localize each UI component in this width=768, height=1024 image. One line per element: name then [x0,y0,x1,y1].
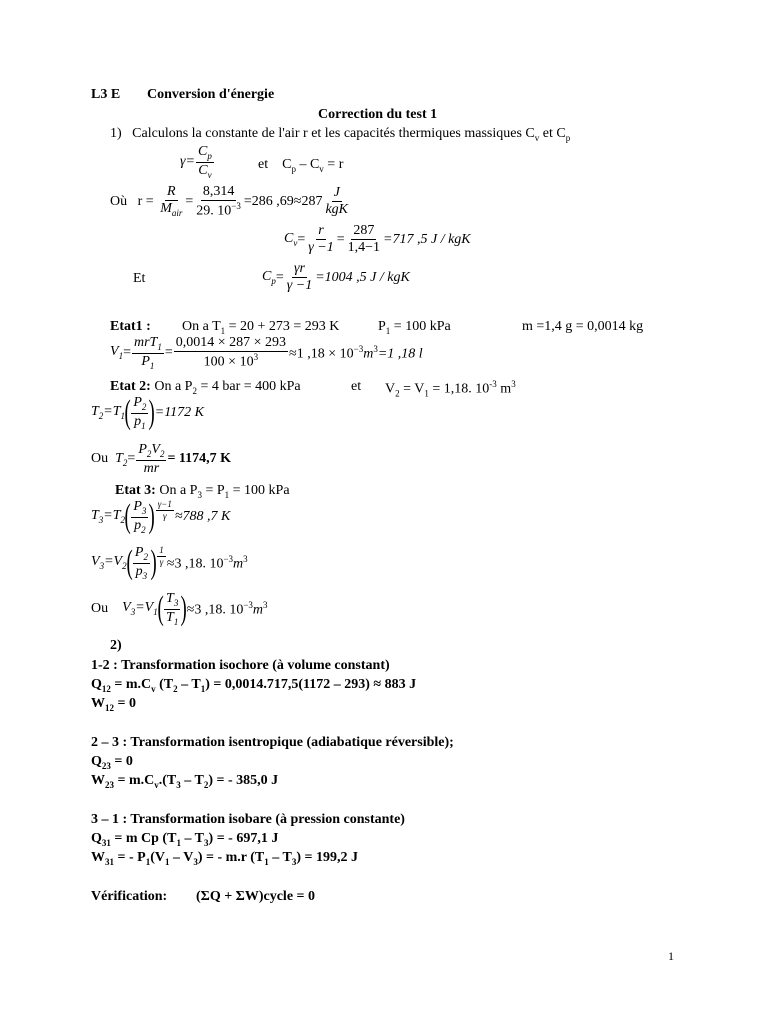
t12-title: 1-2 : Transformation isochore (à volume constant) [91,658,390,673]
t23-title: 2 – 3 : Transformation isentropique (adiabatique réversible); [91,735,454,750]
v1-formula: $V_1$ = $\frac{mrT_1}{P_1}$ = $\frac{0,0014 \times 287 \times 293}{100 \times 10^3}$ ≈1 $,18 \times 10^{-3}m^3=1$ ,18 l [110,335,423,371]
w12-line: $W_{12} = 0$ [91,696,136,713]
verification-equation: (ΣQ + ΣW)cycle = 0 [196,889,316,904]
q31-line: $Q_{31} = m$ Cp $(T_1 - T_3)$ = - 697,1 J [91,831,279,848]
q23-line: $Q_{23} = 0$ [91,754,133,771]
cp-formula: $C_p$ = $\frac{\gamma r}{\gamma -1}$ =1004 ,5 J / kgK [262,261,410,293]
subject-title: Conversion d'énergie [147,87,275,102]
etat1-temperature: On a $T_1 = 20 + 273 = 293$ K [182,319,340,336]
page-title: Correction du test 1 [318,107,438,122]
cv-formula: $C_v$ = $\frac{r}{\gamma -1}$ = $\frac{287}{1,4-1}$ =717 ,5 J / kgK [284,223,471,255]
w31-line: $W_{31}$ = - $P_1(V_1 - V_3)$ = - m.r $(T_1 - T_3) = 199,2$ J [91,850,359,867]
r-formula: Où r = $\frac{R}{M_{air}}$ = $\frac{8,314}{29. 10^{-3}}$ =286 ,69≈287 $\frac{J}{\text{kgK}}$ [110,184,349,219]
gamma-formula: γ= $\frac{C_p}{C_v}$ [180,144,212,180]
etat1-label: Etat1 : [110,319,151,334]
q12-line: $Q_{12} = m.C_v$ $(T_2 - T_1) = 0,0014.717,5(1172 - 293) \approx 883$ J [91,677,417,694]
t3-formula: $T_3=T_2$ ( $\frac{P_3}{p_2}$ ) $\frac{\gamma-1}{\gamma}$ ≈788 ,7 K [91,498,231,536]
etat1-pressure: $P_1 = 100$ kPa [378,319,451,336]
etat2-et: et [351,379,362,394]
t31-title: 3 – 1 : Transformation isobare (à pression constante) [91,812,405,827]
cp-cv-relation: et $C_p - C_v = r$ [258,157,344,174]
mass-value: m =1,4 g = 0,0014 kg [522,319,644,334]
etat2-line: Etat 2: On a $P_2 = 4$ bar = 400 kPa [110,379,301,396]
page-number: 1 [668,949,674,963]
w23-line: $W_{23} = m.C_v.(T_3 - T_2)$ = - 385,0 J [91,773,279,790]
v3-alt-formula: Ou $V_3=V_1$ ( $\frac{T_3}{T_1}$ ) ≈3 ,18. $10^{-3}m^3$ [91,590,268,628]
etat3-line: Etat 3: On a $P_3 = P_1 = 100$ kPa [115,483,290,500]
course-code: L3 E [91,87,121,102]
verification-label: Vérification: [91,889,168,904]
t2-alt-formula: Ou $T_2$ = $\frac{P_2V_2}{mr}$ = 1174,7 K [91,442,232,476]
t2-formula: $T_2=T_1$ ( $\frac{P_2}{p_1}$ ) =1172 K [91,394,204,432]
et-label: Et [133,271,146,286]
question-2-number: 2) [110,638,122,653]
v3-formula: $V_3=V_2$ ( $\frac{P_2}{p_3}$ ) $\frac{1}{\gamma}$ ≈3 ,18. $10^{-3}m^3$ [91,544,248,582]
question-1-intro: 1) Calculons la constante de l'air r et les capacités thermiques massiques $C_v$ et $C_p$ [110,126,571,143]
etat2-volume: $V_2 = V_1 = 1,18$. $10^{-3}$ $m^3$ [385,379,516,399]
